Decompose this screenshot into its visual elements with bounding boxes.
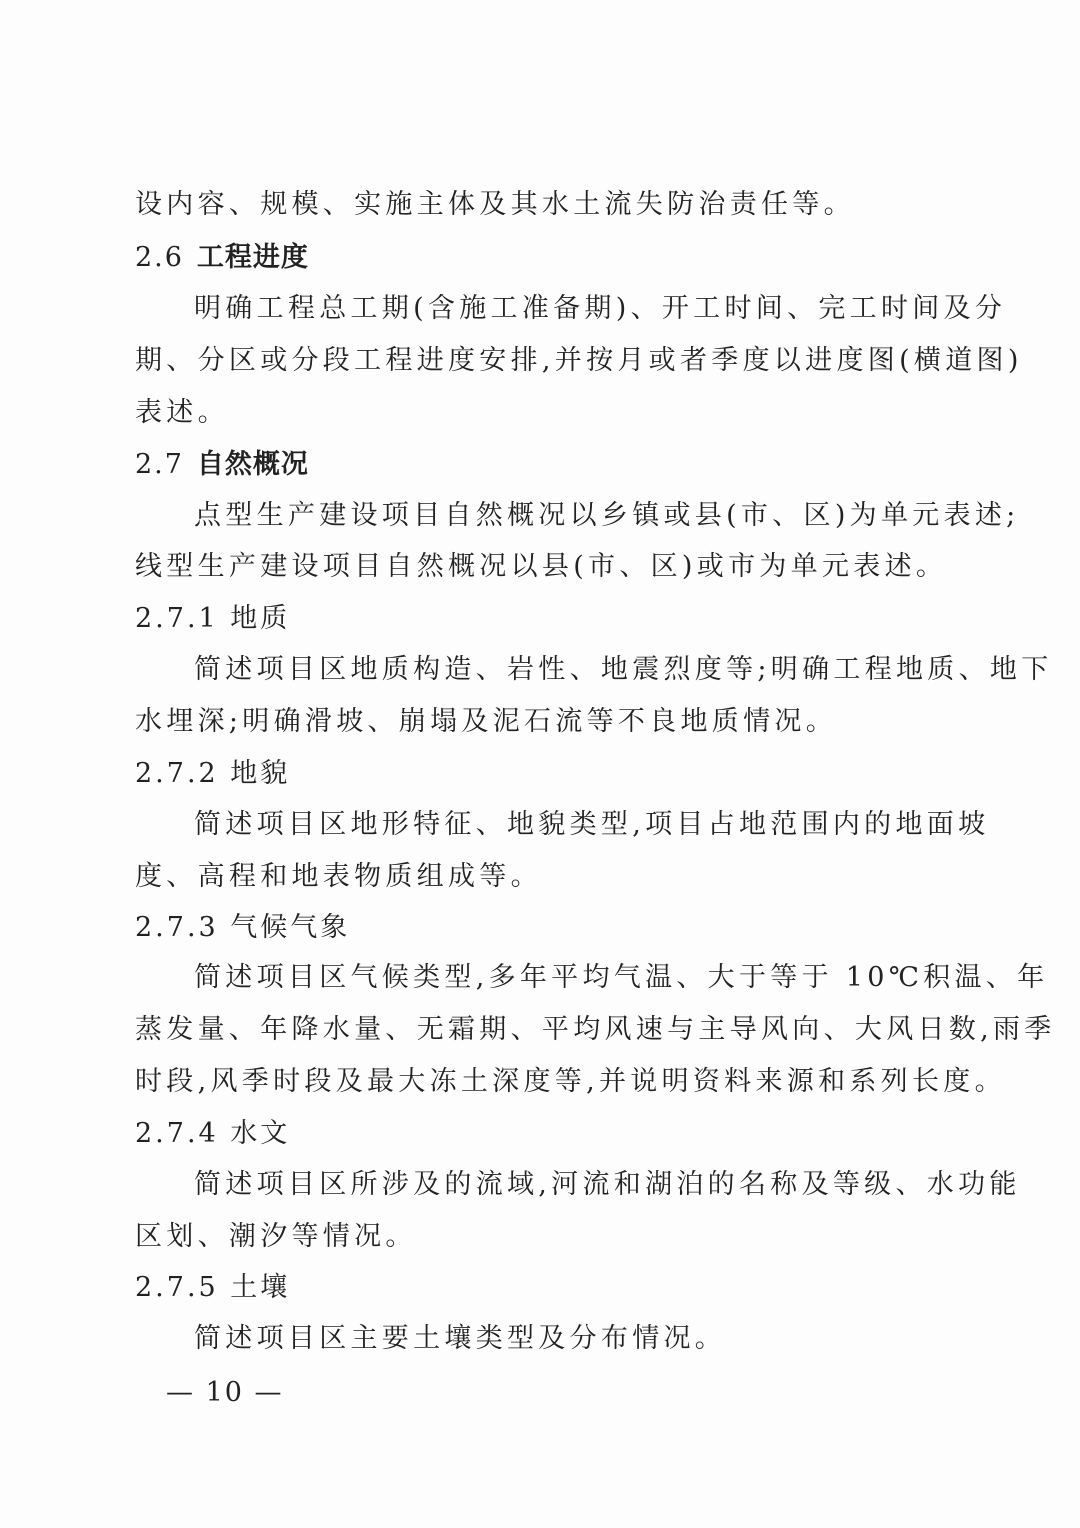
section-title: 自然概况 <box>196 449 309 480</box>
paragraph-line: 简述项目区气候类型,多年平均气温、大于等于 10℃积温、年 <box>194 962 1049 993</box>
paragraph-line: 期、分区或分段工程进度安排,并按月或者季度以进度图(横道图) <box>135 345 1023 376</box>
paragraph-line: 点型生产建设项目自然概况以乡镇或县(市、区)为单元表述; <box>194 500 1020 531</box>
section-heading-2-6 <box>135 241 940 275</box>
paragraph-line: 简述项目区主要土壤类型及分布情况。 <box>194 1323 727 1354</box>
paragraph-line: 时段,风季时段及最大冻土深度等,并说明资料来源和系列长度。 <box>135 1066 1006 1097</box>
paragraph-line: 简述项目区所涉及的流域,河流和湖泊的名称及等级、水功能 <box>194 1169 1021 1200</box>
paragraph-line: 简述项目区地形特征、地貌类型,项目占地范围内的地面坡 <box>194 809 990 840</box>
section-number: 2.7 <box>135 449 184 480</box>
paragraph-line: 度、高程和地表物质组成等。 <box>135 861 542 892</box>
paragraph-line: 区划、潮汐等情况。 <box>135 1221 417 1252</box>
paragraph-line: 设内容、规模、实施主体及其水土流失防治责任等。 <box>135 189 855 220</box>
page-number: — 10 — <box>166 1377 284 1408</box>
paragraph-line: 简述项目区地质构造、岩性、地震烈度等;明确工程地质、地下 <box>194 654 1053 685</box>
subsection-heading-geology: 2.7.1 地质 <box>135 603 291 634</box>
paragraph-line: 水埋深;明确滑坡、崩塌及泥石流等不良地质情况。 <box>135 706 837 737</box>
subsection-heading-soil: 2.7.5 土壤 <box>135 1272 291 1303</box>
section-title: 工程进度 <box>196 242 309 273</box>
section-heading-2-7 <box>135 448 940 482</box>
subsection-heading-landform: 2.7.2 地貌 <box>135 758 291 789</box>
subsection-heading-hydrology: 2.7.4 水文 <box>135 1118 291 1149</box>
paragraph-line: 表述。 <box>135 397 229 428</box>
subsection-heading-climate: 2.7.3 气候气象 <box>135 912 351 943</box>
section-number: 2.6 <box>135 242 184 273</box>
paragraph-line: 蒸发量、年降水量、无霜期、平均风速与主导风向、大风日数,雨季 <box>135 1014 1056 1045</box>
paragraph-line: 线型生产建设项目自然概况以县(市、区)或市为单元表述。 <box>135 551 948 582</box>
paragraph-line: 明确工程总工期(含施工准备期)、开工时间、完工时间及分 <box>194 293 1007 324</box>
